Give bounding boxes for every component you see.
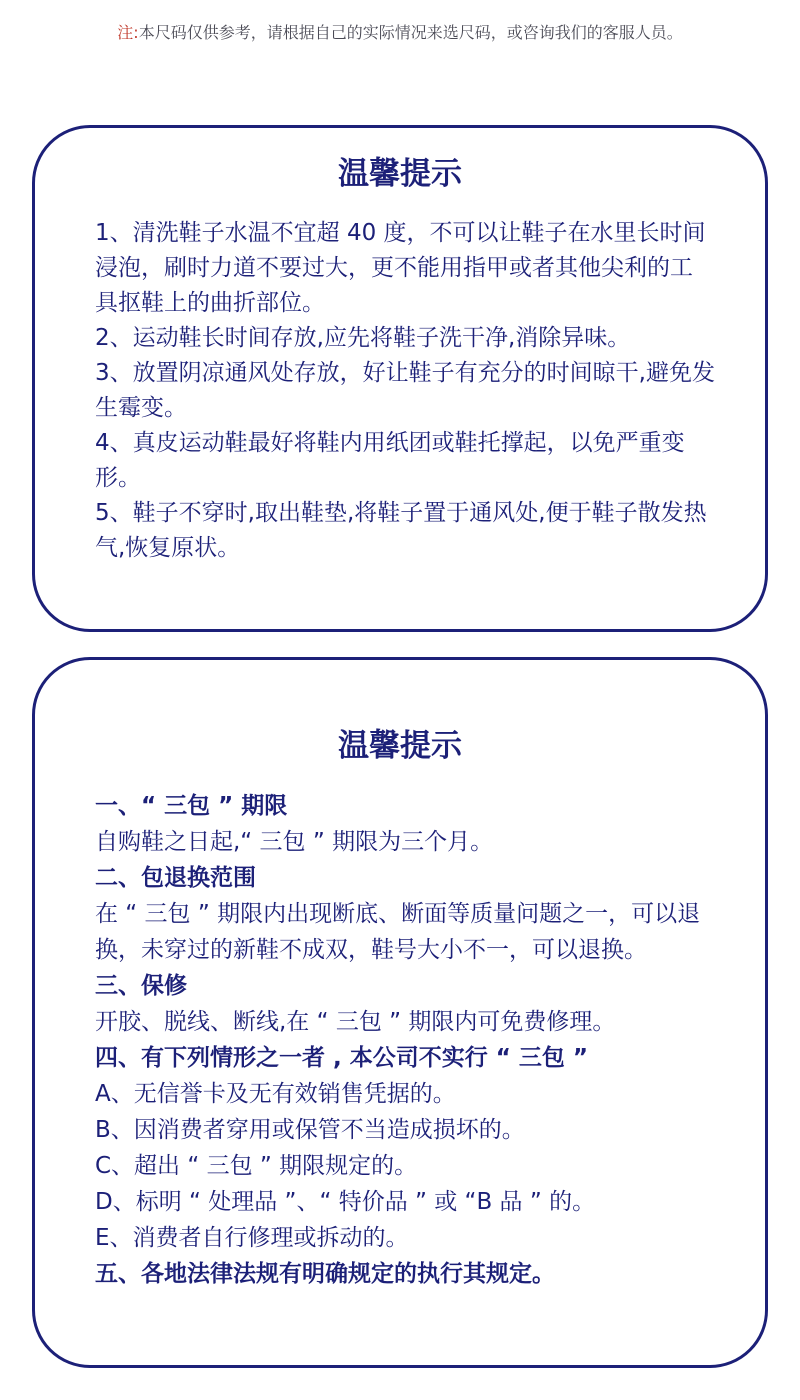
exclusion-b: B、因消费者穿用或保管不当造成损坏的。 [95,1117,525,1143]
care-tip-1: 1、清洗鞋子水温不宜超 40 度，不可以让鞋子在水里长时间浸泡，刷时力道不要过大，更不能用指甲或者其他尖利的工具抠鞋上的曲折部位。 [95,220,706,316]
exclusion-c: C、超出 “ 三包 ” 期限规定的。 [95,1153,418,1179]
exclusion-e: E、消费者自行修理或拆动的。 [95,1225,409,1251]
care-tip-2: 2、运动鞋长时间存放,应先将鞋子洗干净,消除异味。 [95,325,631,351]
local-law-heading: 五、各地法律法规有明确规定的执行其规定。 [95,1261,555,1287]
note-text: 本尺码仅供参考，请根据自己的实际情况来选尺码，或咨询我们的客服人员。 [138,23,683,42]
care-tip-4: 4、真皮运动鞋最好将鞋内用纸团或鞋托撑起，以免严重变形。 [95,430,685,491]
care-tips-title: 温馨提示 [338,156,462,192]
note-prefix: 注: [117,23,139,42]
warranty-card [32,657,768,1368]
warranty-period-text: 自购鞋之日起,“ 三包 ” 期限为三个月。 [95,829,494,855]
care-tips-card [32,125,768,632]
care-tip-5: 5、鞋子不穿时,取出鞋垫,将鞋子置于通风处,便于鞋子散发热气,恢复原状。 [95,500,707,561]
warranty-sections [95,788,715,1292]
repair-heading: 三、保修 [95,973,187,999]
care-tips-list [95,216,715,566]
return-scope-heading: 二、包退换范围 [95,865,256,891]
size-disclaimer-note [0,20,800,43]
warranty-period-heading: 一、“ 三包 ” 期限 [95,793,288,819]
return-scope-text: 在 “ 三包 ” 期限内出现断底、断面等质量问题之一，可以退换，未穿过的新鞋不成双，鞋号大小不一，可以退换。 [95,901,701,963]
exclusion-d: D、标明 “ 处理品 ”、“ 特价品 ” 或 “B 品 ” 的。 [95,1189,596,1215]
warranty-title: 温馨提示 [338,728,462,764]
repair-text: 开胶、脱线、断线,在 “ 三包 ” 期限内可免费修理。 [95,1009,616,1035]
exclusion-a: A、无信誉卡及无有效销售凭据的。 [95,1081,456,1107]
care-tip-3: 3、放置阴凉通风处存放，好让鞋子有充分的时间晾干,避免发生霉变。 [95,360,715,421]
exclusions-heading: 四、有下列情形之一者 , 本公司不实行 “ 三包 ” [95,1045,589,1071]
